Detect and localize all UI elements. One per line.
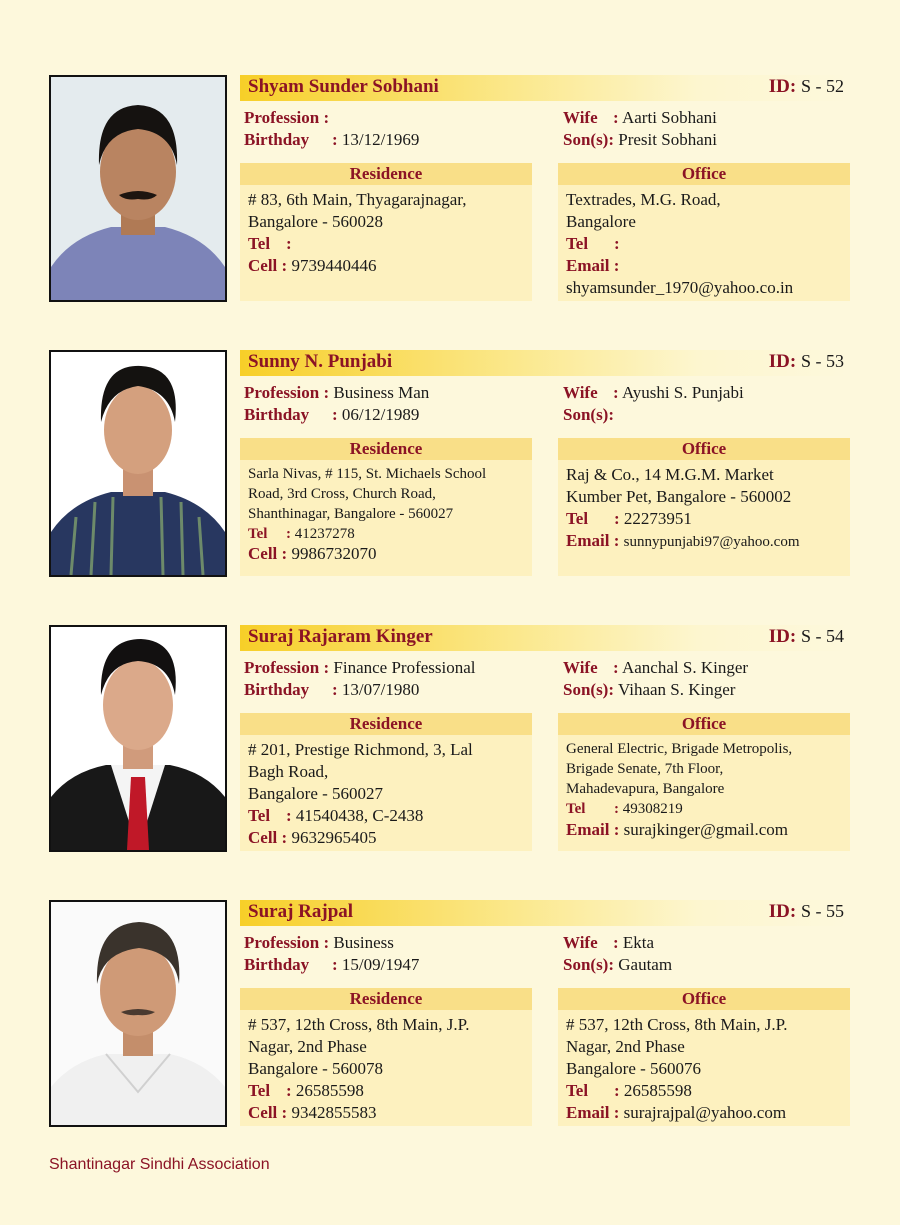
office-email-value: sunnypunjabi97@yahoo.com bbox=[623, 534, 800, 550]
office-tel-value: 26585598 bbox=[623, 1081, 692, 1100]
tel-colon: : bbox=[286, 526, 291, 542]
residence-heading: Residence bbox=[240, 988, 532, 1010]
portrait-image bbox=[51, 77, 225, 300]
office-email-row bbox=[566, 819, 850, 841]
office-box bbox=[558, 163, 850, 301]
wife-label: Wife bbox=[563, 933, 598, 952]
office-email-address: shyamsunder_1970@yahoo.co.in bbox=[566, 278, 794, 297]
portrait-image bbox=[51, 352, 225, 575]
tel-colon: : bbox=[614, 509, 620, 528]
profession-row bbox=[244, 382, 429, 404]
residence-cell-row bbox=[248, 1102, 532, 1124]
email-label: Email : bbox=[566, 1103, 620, 1122]
office-body bbox=[558, 185, 850, 299]
id-value: S - 52 bbox=[800, 76, 844, 96]
residence-address-line: Shanthinagar, Bangalore - 560027 bbox=[248, 506, 454, 522]
office-body bbox=[558, 1010, 850, 1124]
member-photo bbox=[49, 900, 227, 1127]
office-tel-row bbox=[566, 508, 850, 530]
residence-cell-row bbox=[248, 827, 532, 849]
name-bar bbox=[240, 350, 850, 376]
cell-label: Cell : bbox=[248, 544, 288, 563]
footer-association-name: Shantinagar Sindhi Association bbox=[49, 1156, 270, 1173]
office-tel-value: 49308219 bbox=[622, 801, 683, 817]
email-label: Email : bbox=[566, 820, 620, 839]
office-email-row bbox=[566, 255, 850, 277]
office-email-row bbox=[566, 530, 850, 553]
residence-cell-value: 9632965405 bbox=[291, 828, 377, 847]
profession-value: Finance Professional bbox=[333, 658, 476, 677]
id-label: ID: bbox=[768, 626, 797, 647]
birthday-colon: : bbox=[332, 405, 338, 424]
sons-value: Gautam bbox=[618, 955, 673, 974]
cell-label: Cell : bbox=[248, 828, 288, 847]
member-entry bbox=[49, 900, 851, 1128]
residence-box bbox=[240, 713, 532, 851]
wife-label: Wife bbox=[563, 658, 598, 677]
office-address-line: General Electric, Brigade Metropolis, bbox=[566, 741, 793, 757]
tel-label: Tel bbox=[566, 509, 589, 528]
residence-heading: Residence bbox=[240, 438, 532, 460]
wife-label: Wife bbox=[563, 383, 598, 402]
member-photo bbox=[49, 75, 227, 302]
profession-value: Business bbox=[333, 933, 394, 952]
tel-colon: : bbox=[614, 801, 619, 817]
residence-box bbox=[240, 163, 532, 301]
sons-label: Son(s): bbox=[563, 680, 615, 699]
residence-address-line: Sarla Nivas, # 115, St. Michaels School bbox=[248, 466, 487, 482]
tel-label: Tel bbox=[566, 801, 586, 817]
office-body bbox=[558, 735, 850, 841]
residence-body bbox=[240, 185, 532, 277]
sons-label: Son(s): bbox=[563, 955, 615, 974]
residence-heading: Residence bbox=[240, 163, 532, 185]
office-box bbox=[558, 713, 850, 851]
sons-label: Son(s): bbox=[563, 130, 615, 149]
wife-value: Aanchal S. Kinger bbox=[621, 658, 749, 677]
residence-box bbox=[240, 438, 532, 576]
wife-row bbox=[563, 107, 717, 129]
id-label: ID: bbox=[768, 351, 797, 372]
residence-address-line: # 83, 6th Main, Thyagarajnagar, bbox=[248, 190, 467, 209]
name-bar bbox=[240, 625, 850, 651]
office-tel-value: 22273951 bbox=[623, 509, 692, 528]
office-email-row bbox=[566, 1102, 850, 1124]
member-id bbox=[769, 76, 844, 98]
member-photo bbox=[49, 350, 227, 577]
residence-tel-row bbox=[248, 805, 532, 827]
residence-box bbox=[240, 988, 532, 1126]
id-label: ID: bbox=[768, 901, 797, 922]
birthday-row bbox=[244, 679, 419, 701]
office-box bbox=[558, 438, 850, 576]
birthday-value: 15/09/1947 bbox=[341, 955, 420, 974]
tel-label: Tel bbox=[248, 234, 271, 253]
office-address-line: Brigade Senate, 7th Floor, bbox=[566, 761, 724, 777]
tel-colon: : bbox=[614, 234, 620, 253]
office-address-line: Bangalore bbox=[566, 212, 636, 231]
sons-row bbox=[563, 679, 735, 701]
profession-label: Profession : bbox=[244, 383, 330, 402]
tel-label: Tel bbox=[566, 1081, 589, 1100]
tel-colon: : bbox=[286, 234, 292, 253]
office-heading: Office bbox=[558, 163, 850, 185]
wife-row bbox=[563, 382, 744, 404]
residence-tel-value: 26585598 bbox=[295, 1081, 364, 1100]
sons-label: Son(s): bbox=[563, 405, 615, 424]
office-tel-row bbox=[566, 1080, 850, 1102]
profession-row bbox=[244, 932, 394, 954]
residence-address-line: # 537, 12th Cross, 8th Main, J.P. bbox=[248, 1015, 470, 1034]
office-email-value: surajkinger@gmail.com bbox=[623, 820, 788, 839]
birthday-value: 13/12/1969 bbox=[341, 130, 420, 149]
residence-body bbox=[240, 460, 532, 564]
profession-row bbox=[244, 107, 329, 129]
residence-tel-row bbox=[248, 1080, 532, 1102]
tel-label: Tel bbox=[248, 806, 271, 825]
birthday-row bbox=[244, 404, 419, 426]
sons-value: Presit Sobhani bbox=[618, 130, 717, 149]
residence-address-line: Bangalore - 560027 bbox=[248, 784, 384, 803]
tel-colon: : bbox=[614, 1081, 620, 1100]
wife-value: Ekta bbox=[622, 933, 655, 952]
wife-label: Wife bbox=[563, 108, 598, 127]
tel-label: Tel bbox=[566, 234, 589, 253]
wife-value: Ayushi S. Punjabi bbox=[621, 383, 744, 402]
residence-address-line: # 201, Prestige Richmond, 3, Lal bbox=[248, 740, 473, 759]
residence-tel-row bbox=[248, 233, 532, 255]
birthday-label: Birthday bbox=[244, 680, 310, 699]
id-value: S - 54 bbox=[800, 626, 844, 646]
birthday-row bbox=[244, 954, 419, 976]
member-id bbox=[769, 901, 844, 923]
profession-label: Profession : bbox=[244, 933, 330, 952]
member-photo bbox=[49, 625, 227, 852]
office-box bbox=[558, 988, 850, 1126]
sons-row bbox=[563, 954, 672, 976]
birthday-colon: : bbox=[332, 130, 338, 149]
office-address-line: Mahadevapura, Bangalore bbox=[566, 781, 725, 797]
office-tel-row bbox=[566, 233, 850, 255]
birthday-label: Birthday bbox=[244, 955, 310, 974]
wife-colon: : bbox=[613, 933, 619, 952]
member-id bbox=[769, 351, 844, 373]
sons-row bbox=[563, 129, 717, 151]
office-address-line: Textrades, M.G. Road, bbox=[566, 190, 721, 209]
wife-row bbox=[563, 932, 654, 954]
residence-heading: Residence bbox=[240, 713, 532, 735]
birthday-label: Birthday bbox=[244, 405, 310, 424]
name-bar bbox=[240, 900, 850, 926]
wife-row bbox=[563, 657, 748, 679]
residence-cell-value: 9986732070 bbox=[291, 544, 377, 563]
member-name: Suraj Rajpal bbox=[248, 901, 354, 922]
profession-row bbox=[244, 657, 476, 679]
birthday-colon: : bbox=[332, 680, 338, 699]
residence-cell-row bbox=[248, 544, 532, 564]
residence-body bbox=[240, 735, 532, 849]
wife-value: Aarti Sobhani bbox=[621, 108, 717, 127]
tel-colon: : bbox=[286, 1081, 292, 1100]
residence-cell-row bbox=[248, 255, 532, 277]
office-heading: Office bbox=[558, 713, 850, 735]
office-address-line: Bangalore - 560076 bbox=[566, 1059, 702, 1078]
id-label: ID: bbox=[768, 76, 797, 97]
tel-label: Tel bbox=[248, 526, 268, 542]
member-name: Sunny N. Punjabi bbox=[248, 351, 393, 372]
email-label: Email : bbox=[566, 256, 620, 275]
profession-label: Profession : bbox=[244, 108, 330, 127]
member-name: Suraj Rajaram Kinger bbox=[248, 626, 433, 647]
id-value: S - 53 bbox=[800, 351, 844, 371]
birthday-colon: : bbox=[332, 955, 338, 974]
residence-tel-value: 41237278 bbox=[294, 526, 355, 542]
residence-address-line: Bangalore - 560078 bbox=[248, 1059, 384, 1078]
portrait-image bbox=[51, 902, 225, 1125]
cell-label: Cell : bbox=[248, 256, 288, 275]
member-entry bbox=[49, 350, 851, 578]
residence-tel-row bbox=[248, 524, 532, 544]
office-address-line: Raj & Co., 14 M.G.M. Market bbox=[566, 465, 774, 484]
birthday-row bbox=[244, 129, 419, 151]
residence-cell-value: 9342855583 bbox=[291, 1103, 377, 1122]
profession-value: Business Man bbox=[333, 383, 430, 402]
wife-colon: : bbox=[613, 658, 619, 677]
residence-address-line: Bagh Road, bbox=[248, 762, 329, 781]
office-tel-row bbox=[566, 799, 850, 819]
residence-tel-value: 41540438, C-2438 bbox=[295, 806, 424, 825]
office-heading: Office bbox=[558, 988, 850, 1010]
member-entry bbox=[49, 625, 851, 853]
id-value: S - 55 bbox=[800, 901, 844, 921]
portrait-image bbox=[51, 627, 225, 850]
wife-colon: : bbox=[613, 108, 619, 127]
birthday-label: Birthday bbox=[244, 130, 310, 149]
tel-label: Tel bbox=[248, 1081, 271, 1100]
cell-label: Cell : bbox=[248, 1103, 288, 1122]
profession-label: Profession : bbox=[244, 658, 330, 677]
email-label: Email : bbox=[566, 531, 620, 550]
office-address-line: Nagar, 2nd Phase bbox=[566, 1037, 685, 1056]
office-heading: Office bbox=[558, 438, 850, 460]
birthday-value: 13/07/1980 bbox=[341, 680, 420, 699]
office-email-value: surajrajpal@yahoo.com bbox=[623, 1103, 787, 1122]
office-address-line: # 537, 12th Cross, 8th Main, J.P. bbox=[566, 1015, 788, 1034]
residence-address-line: Road, 3rd Cross, Church Road, bbox=[248, 486, 436, 502]
residence-address-line: Bangalore - 560028 bbox=[248, 212, 384, 231]
member-name: Shyam Sunder Sobhani bbox=[248, 76, 439, 97]
sons-row bbox=[563, 404, 614, 426]
office-body bbox=[558, 460, 850, 553]
office-address-line: Kumber Pet, Bangalore - 560002 bbox=[566, 487, 792, 506]
wife-colon: : bbox=[613, 383, 619, 402]
residence-body bbox=[240, 1010, 532, 1124]
residence-address-line: Nagar, 2nd Phase bbox=[248, 1037, 367, 1056]
sons-value: Vihaan S. Kinger bbox=[617, 680, 736, 699]
member-entry bbox=[49, 75, 851, 303]
birthday-value: 06/12/1989 bbox=[341, 405, 420, 424]
tel-colon: : bbox=[286, 806, 292, 825]
residence-cell-value: 9739440446 bbox=[291, 256, 377, 275]
name-bar bbox=[240, 75, 850, 101]
member-id bbox=[769, 626, 844, 648]
